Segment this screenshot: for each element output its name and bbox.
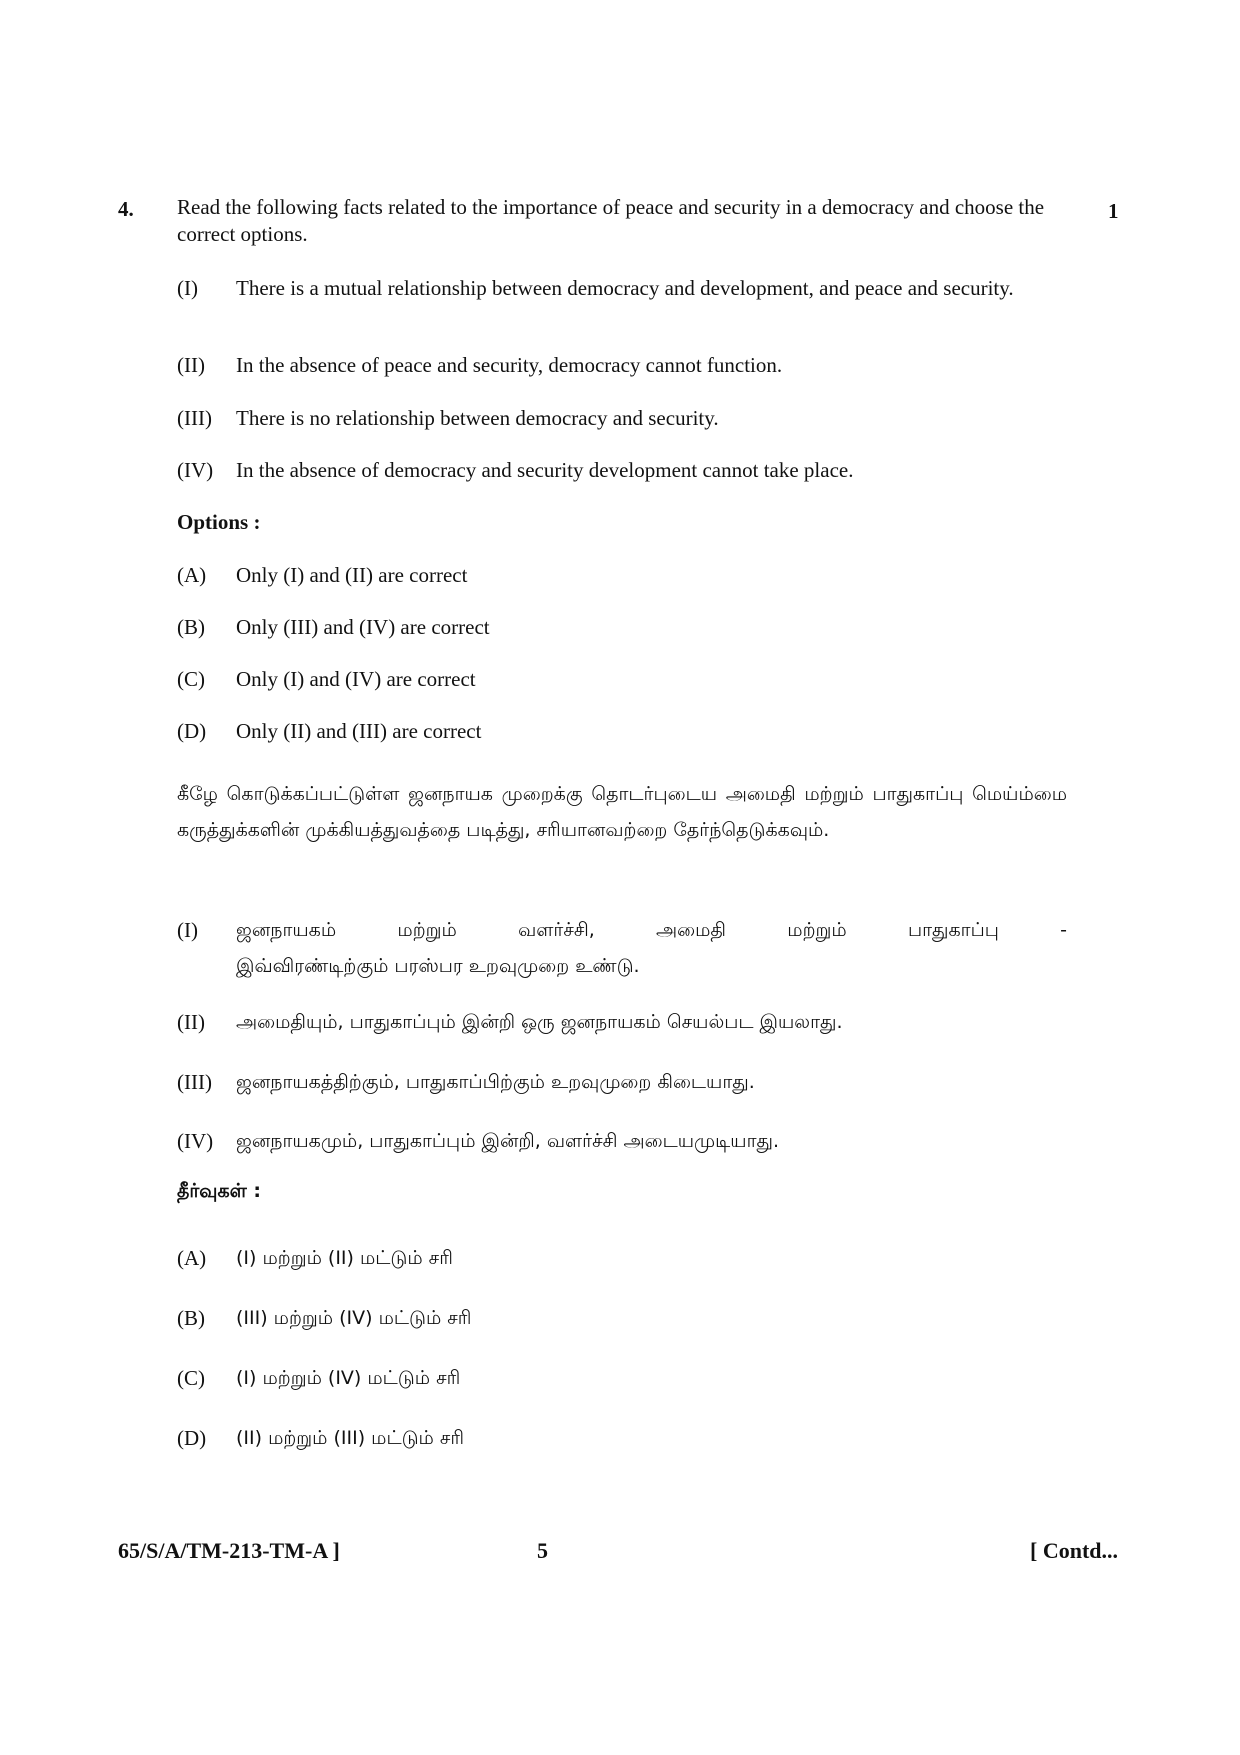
statement-text — [236, 912, 1067, 984]
statement-ta-4 — [177, 1123, 1067, 1159]
option-text: Only (II) and (III) are correct — [236, 719, 482, 743]
statement-text: In the absence of peace and security, democracy cannot function. — [236, 353, 783, 377]
option-en-d — [177, 718, 1067, 745]
continued-label: [ Contd... — [1030, 1538, 1119, 1563]
statement-en-2 — [177, 352, 1067, 379]
option-en-b — [177, 614, 1067, 641]
statement-en-1 — [177, 275, 1067, 302]
option-ta-a — [177, 1240, 1067, 1276]
option-ta-b — [177, 1300, 1067, 1336]
statement-text: There is no relationship between democracy and security. — [236, 406, 719, 430]
statement-ta-2 — [177, 1004, 1067, 1040]
option-label: (C) — [177, 667, 205, 691]
option-label: (B) — [177, 1306, 205, 1330]
statement-label: (I) — [177, 276, 198, 300]
option-text: Only (III) and (IV) are correct — [236, 615, 490, 639]
option-text: (III) மற்றும் (IV) மட்டும் சரி — [236, 1307, 472, 1329]
option-label: (D) — [177, 1426, 207, 1450]
question-marks: 1 — [1108, 199, 1119, 223]
options-heading-english: Options : — [177, 510, 261, 534]
statement-line-2: இவ்விரண்டிற்கும் பரஸ்பர உறவுமுறை உண்டு. — [236, 955, 640, 977]
option-text: Only (I) and (IV) are correct — [236, 667, 476, 691]
option-label: (C) — [177, 1366, 205, 1390]
page-number: 5 — [537, 1538, 548, 1563]
statement-text: அமைதியும், பாதுகாப்பும் இன்றி ஒரு ஜனநாயகம் செயல்பட இயலாது. — [236, 1011, 843, 1033]
statement-text: ஜனநாயகமும், பாதுகாப்பும் இன்றி, வளர்ச்சி அடையமுடியாது. — [236, 1130, 780, 1152]
statement-ta-3 — [177, 1064, 1067, 1100]
statement-label: (IV) — [177, 458, 214, 482]
statement-en-4 — [177, 457, 1067, 484]
statement-label: (II) — [177, 1010, 205, 1034]
statement-label: (III) — [177, 406, 212, 430]
statement-label: (I) — [177, 918, 198, 942]
question-number: 4. — [118, 197, 134, 221]
option-text: (I) மற்றும் (IV) மட்டும் சரி — [236, 1367, 461, 1389]
statement-en-3 — [177, 405, 1067, 432]
option-text: Only (I) and (II) are correct — [236, 563, 468, 587]
statement-label: (IV) — [177, 1129, 214, 1153]
statement-text: ஜனநாயகத்திற்கும், பாதுகாப்பிற்கும் உறவுமுறை கிடையாது. — [236, 1071, 755, 1093]
question-stem-tamil: கீழே கொடுக்கப்பட்டுள்ள ஜனநாயக முறைக்கு தொடர்புடைய அமைதி மற்றும் பாதுகாப்பு மெய்ம்மை கருத்துக்களின் முக்கியத்துவத்தை படித்து, சரியானவற்றை தேர்ந்தெடுக்கவும். — [177, 783, 1067, 841]
option-label: (A) — [177, 1246, 207, 1270]
statement-label: (II) — [177, 353, 205, 377]
statement-label: (III) — [177, 1070, 212, 1094]
option-text: (I) மற்றும் (II) மட்டும் சரி — [236, 1247, 453, 1269]
option-label: (D) — [177, 719, 207, 743]
statement-line-1: ஜனநாயகம் மற்றும் வளர்ச்சி, அமைதி மற்றும் பாதுகாப்பு - — [236, 919, 1067, 941]
option-ta-c — [177, 1360, 1067, 1396]
statement-text: In the absence of democracy and security development cannot take place. — [236, 458, 854, 482]
option-label: (B) — [177, 615, 205, 639]
paper-code: 65/S/A/TM-213-TM-A ] — [118, 1538, 340, 1563]
option-label: (A) — [177, 563, 207, 587]
option-en-c — [177, 666, 1067, 693]
option-en-a — [177, 562, 1067, 589]
option-text: (II) மற்றும் (III) மட்டும் சரி — [236, 1427, 465, 1449]
options-heading-tamil: தீர்வுகள் : — [177, 1180, 261, 1202]
statement-ta-1 — [177, 912, 1067, 984]
statement-text: There is a mutual relationship between democracy and development, and peace and security. — [236, 276, 1014, 300]
question-stem-english: Read the following facts related to the importance of peace and security in a democracy and choose the correct options. — [177, 195, 1045, 246]
option-ta-d — [177, 1420, 1067, 1456]
